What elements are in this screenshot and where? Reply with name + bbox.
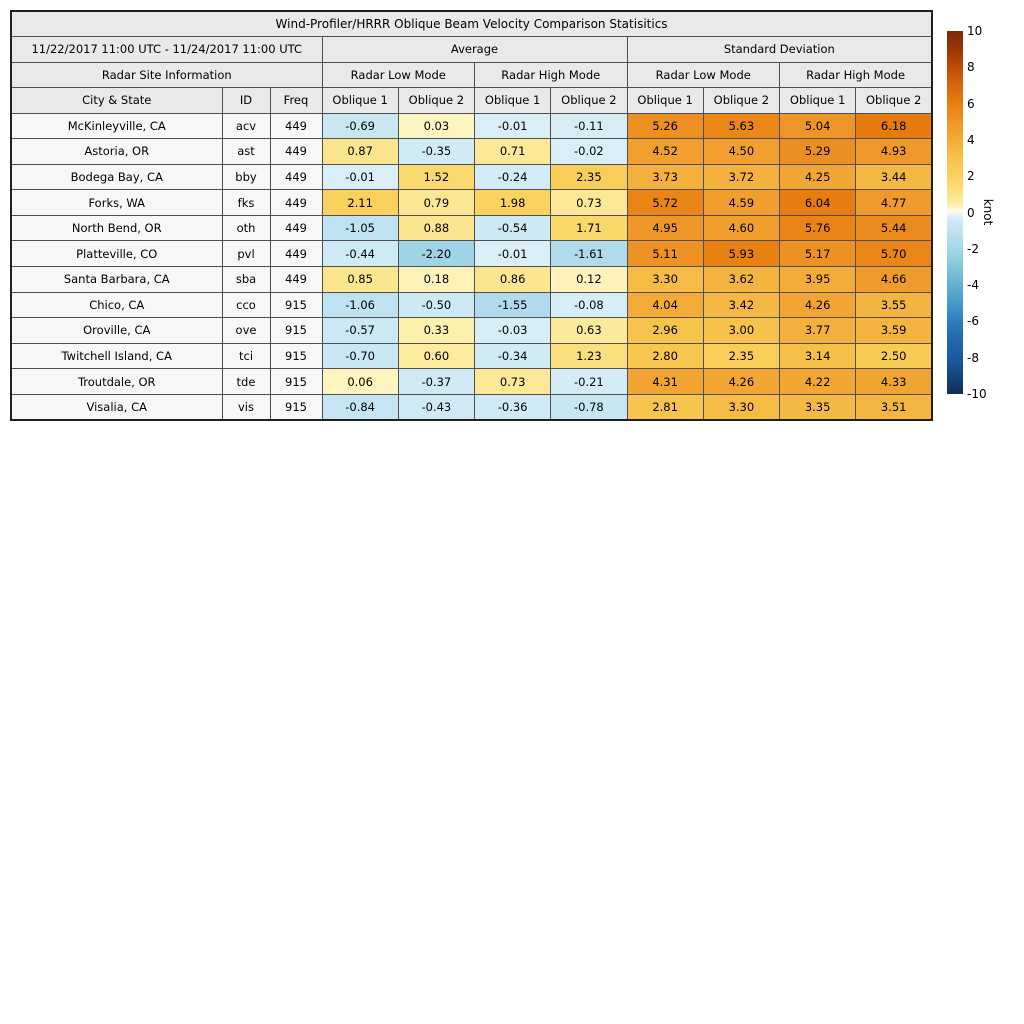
colorbar-tick-label: 8 bbox=[967, 60, 975, 75]
value-cell: 1.71 bbox=[551, 215, 627, 241]
value-cell: -1.61 bbox=[551, 241, 627, 267]
value-cell: 5.29 bbox=[780, 139, 856, 165]
value-cell: 2.81 bbox=[627, 394, 703, 420]
value-cell: 0.85 bbox=[322, 266, 398, 292]
colorbar-tick-label: 0 bbox=[967, 205, 975, 220]
id-cell: pvl bbox=[222, 241, 270, 267]
value-cell: -0.36 bbox=[475, 394, 551, 420]
value-cell: 1.98 bbox=[475, 190, 551, 216]
value-cell: -0.54 bbox=[475, 215, 551, 241]
column-header-7: Oblique 1 bbox=[627, 87, 703, 113]
value-cell: -0.01 bbox=[475, 113, 551, 139]
table-row bbox=[11, 241, 932, 267]
value-cell: 0.87 bbox=[322, 139, 398, 165]
freq-cell: 915 bbox=[270, 369, 322, 395]
id-cell: oth bbox=[222, 215, 270, 241]
freq-cell: 449 bbox=[270, 215, 322, 241]
table-row bbox=[11, 369, 932, 395]
value-cell: 2.96 bbox=[627, 318, 703, 344]
value-cell: -0.34 bbox=[475, 343, 551, 369]
id-cell: acv bbox=[222, 113, 270, 139]
freq-cell: 915 bbox=[270, 394, 322, 420]
title-row bbox=[11, 11, 932, 36]
value-cell: -0.08 bbox=[551, 292, 627, 318]
freq-cell: 449 bbox=[270, 241, 322, 267]
id-cell: bby bbox=[222, 164, 270, 190]
value-cell: 6.18 bbox=[856, 113, 932, 139]
group-header-row bbox=[11, 36, 932, 62]
value-cell: -0.02 bbox=[551, 139, 627, 165]
date-range: 11/22/2017 11:00 UTC - 11/24/2017 11:00 UTC bbox=[11, 36, 322, 62]
id-cell: vis bbox=[222, 394, 270, 420]
colorbar-tick-label: 6 bbox=[967, 96, 975, 111]
stats-table bbox=[10, 10, 933, 421]
freq-cell: 449 bbox=[270, 164, 322, 190]
city-cell: Oroville, CA bbox=[11, 318, 222, 344]
column-header-6: Oblique 2 bbox=[551, 87, 627, 113]
colorbar-tick-label: 10 bbox=[967, 24, 983, 38]
value-cell: 5.70 bbox=[856, 241, 932, 267]
value-cell: -0.50 bbox=[398, 292, 474, 318]
value-cell: 6.04 bbox=[780, 190, 856, 216]
group-header-stddev: Standard Deviation bbox=[627, 36, 932, 62]
table-row bbox=[11, 266, 932, 292]
column-header-4: Oblique 2 bbox=[398, 87, 474, 113]
value-cell: -0.11 bbox=[551, 113, 627, 139]
freq-cell: 449 bbox=[270, 190, 322, 216]
section-header-site-info: Radar Site Information bbox=[11, 62, 322, 87]
value-cell: 1.52 bbox=[398, 164, 474, 190]
id-cell: sba bbox=[222, 266, 270, 292]
value-cell: 3.55 bbox=[856, 292, 932, 318]
value-cell: 0.73 bbox=[551, 190, 627, 216]
section-header-low-mode-std: Radar Low Mode bbox=[627, 62, 780, 87]
colorbar-unit-label: knot bbox=[981, 198, 995, 226]
column-header-9: Oblique 1 bbox=[780, 87, 856, 113]
table-row bbox=[11, 318, 932, 344]
value-cell: -2.20 bbox=[398, 241, 474, 267]
table-row bbox=[11, 164, 932, 190]
value-cell: 3.72 bbox=[703, 164, 779, 190]
column-header-10: Oblique 2 bbox=[856, 87, 932, 113]
column-header-0: City & State bbox=[11, 87, 222, 113]
value-cell: 4.95 bbox=[627, 215, 703, 241]
colorbar-tick-label: 2 bbox=[967, 169, 975, 184]
colorbar-tick-label: -2 bbox=[967, 241, 979, 256]
value-cell: 5.26 bbox=[627, 113, 703, 139]
city-cell: Astoria, OR bbox=[11, 139, 222, 165]
column-header-2: Freq bbox=[270, 87, 322, 113]
value-cell: 5.63 bbox=[703, 113, 779, 139]
value-cell: 3.51 bbox=[856, 394, 932, 420]
city-cell: Platteville, CO bbox=[11, 241, 222, 267]
value-cell: 0.86 bbox=[475, 266, 551, 292]
value-cell: 1.23 bbox=[551, 343, 627, 369]
city-cell: Visalia, CA bbox=[11, 394, 222, 420]
value-cell: 4.26 bbox=[780, 292, 856, 318]
value-cell: 3.77 bbox=[780, 318, 856, 344]
value-cell: 4.25 bbox=[780, 164, 856, 190]
table-row bbox=[11, 343, 932, 369]
value-cell: 0.71 bbox=[475, 139, 551, 165]
section-header-low-mode-avg: Radar Low Mode bbox=[322, 62, 475, 87]
freq-cell: 449 bbox=[270, 266, 322, 292]
value-cell: 4.33 bbox=[856, 369, 932, 395]
value-cell: 4.50 bbox=[703, 139, 779, 165]
freq-cell: 449 bbox=[270, 139, 322, 165]
colorbar bbox=[947, 31, 963, 394]
column-header-1: ID bbox=[222, 87, 270, 113]
value-cell: 0.03 bbox=[398, 113, 474, 139]
colorbar-tick-label: -6 bbox=[967, 314, 979, 329]
value-cell: 4.60 bbox=[703, 215, 779, 241]
value-cell: 4.66 bbox=[856, 266, 932, 292]
value-cell: 3.30 bbox=[627, 266, 703, 292]
colorbar-tick-label: -8 bbox=[967, 350, 979, 365]
value-cell: 3.00 bbox=[703, 318, 779, 344]
table-title: Wind-Profiler/HRRR Oblique Beam Velocity Comparison Statisitics bbox=[11, 11, 932, 36]
value-cell: -0.57 bbox=[322, 318, 398, 344]
colorbar-tick-label: 4 bbox=[967, 132, 975, 147]
value-cell: 3.95 bbox=[780, 266, 856, 292]
value-cell: 0.88 bbox=[398, 215, 474, 241]
colorbar-tick-label: -10 bbox=[967, 387, 987, 401]
value-cell: 5.72 bbox=[627, 190, 703, 216]
value-cell: 3.14 bbox=[780, 343, 856, 369]
id-cell: tci bbox=[222, 343, 270, 369]
value-cell: -0.44 bbox=[322, 241, 398, 267]
value-cell: -0.01 bbox=[475, 241, 551, 267]
column-header-row bbox=[11, 87, 932, 113]
id-cell: fks bbox=[222, 190, 270, 216]
table-row bbox=[11, 215, 932, 241]
value-cell: -0.37 bbox=[398, 369, 474, 395]
value-cell: 4.77 bbox=[856, 190, 932, 216]
city-cell: Santa Barbara, CA bbox=[11, 266, 222, 292]
city-cell: North Bend, OR bbox=[11, 215, 222, 241]
column-header-5: Oblique 1 bbox=[475, 87, 551, 113]
value-cell: -0.70 bbox=[322, 343, 398, 369]
value-cell: 2.35 bbox=[551, 164, 627, 190]
colorbar-tick-label: -4 bbox=[967, 278, 979, 293]
freq-cell: 915 bbox=[270, 292, 322, 318]
value-cell: -1.55 bbox=[475, 292, 551, 318]
value-cell: 0.06 bbox=[322, 369, 398, 395]
value-cell: 5.11 bbox=[627, 241, 703, 267]
city-cell: McKinleyville, CA bbox=[11, 113, 222, 139]
value-cell: 5.93 bbox=[703, 241, 779, 267]
value-cell: -0.43 bbox=[398, 394, 474, 420]
value-cell: 4.59 bbox=[703, 190, 779, 216]
value-cell: 2.50 bbox=[856, 343, 932, 369]
value-cell: -0.21 bbox=[551, 369, 627, 395]
value-cell: 2.80 bbox=[627, 343, 703, 369]
city-cell: Troutdale, OR bbox=[11, 369, 222, 395]
section-header-row bbox=[11, 62, 932, 87]
value-cell: 0.73 bbox=[475, 369, 551, 395]
table-row bbox=[11, 292, 932, 318]
id-cell: tde bbox=[222, 369, 270, 395]
freq-cell: 915 bbox=[270, 343, 322, 369]
value-cell: 4.93 bbox=[856, 139, 932, 165]
value-cell: 2.35 bbox=[703, 343, 779, 369]
value-cell: 4.52 bbox=[627, 139, 703, 165]
city-cell: Chico, CA bbox=[11, 292, 222, 318]
value-cell: -0.84 bbox=[322, 394, 398, 420]
value-cell: 3.59 bbox=[856, 318, 932, 344]
value-cell: 3.35 bbox=[780, 394, 856, 420]
id-cell: ast bbox=[222, 139, 270, 165]
table-row bbox=[11, 139, 932, 165]
value-cell: 3.73 bbox=[627, 164, 703, 190]
value-cell: 4.26 bbox=[703, 369, 779, 395]
column-header-8: Oblique 2 bbox=[703, 87, 779, 113]
freq-cell: 915 bbox=[270, 318, 322, 344]
section-header-high-mode-std: Radar High Mode bbox=[780, 62, 933, 87]
value-cell: -1.06 bbox=[322, 292, 398, 318]
value-cell: 0.79 bbox=[398, 190, 474, 216]
value-cell: 2.11 bbox=[322, 190, 398, 216]
city-cell: Twitchell Island, CA bbox=[11, 343, 222, 369]
table-row bbox=[11, 394, 932, 420]
value-cell: 3.44 bbox=[856, 164, 932, 190]
value-cell: 0.60 bbox=[398, 343, 474, 369]
section-header-high-mode-avg: Radar High Mode bbox=[475, 62, 628, 87]
id-cell: cco bbox=[222, 292, 270, 318]
value-cell: -0.01 bbox=[322, 164, 398, 190]
value-cell: 0.12 bbox=[551, 266, 627, 292]
city-cell: Forks, WA bbox=[11, 190, 222, 216]
value-cell: 3.42 bbox=[703, 292, 779, 318]
value-cell: 4.31 bbox=[627, 369, 703, 395]
value-cell: 5.76 bbox=[780, 215, 856, 241]
value-cell: -0.24 bbox=[475, 164, 551, 190]
value-cell: 4.22 bbox=[780, 369, 856, 395]
group-header-average: Average bbox=[322, 36, 627, 62]
value-cell: -0.78 bbox=[551, 394, 627, 420]
table-row bbox=[11, 190, 932, 216]
value-cell: -0.69 bbox=[322, 113, 398, 139]
value-cell: -0.03 bbox=[475, 318, 551, 344]
value-cell: 3.62 bbox=[703, 266, 779, 292]
column-header-3: Oblique 1 bbox=[322, 87, 398, 113]
value-cell: 4.04 bbox=[627, 292, 703, 318]
value-cell: 5.04 bbox=[780, 113, 856, 139]
value-cell: 5.17 bbox=[780, 241, 856, 267]
id-cell: ove bbox=[222, 318, 270, 344]
value-cell: 5.44 bbox=[856, 215, 932, 241]
city-cell: Bodega Bay, CA bbox=[11, 164, 222, 190]
value-cell: -1.05 bbox=[322, 215, 398, 241]
freq-cell: 449 bbox=[270, 113, 322, 139]
value-cell: 3.30 bbox=[703, 394, 779, 420]
table-row bbox=[11, 113, 932, 139]
value-cell: 0.18 bbox=[398, 266, 474, 292]
value-cell: -0.35 bbox=[398, 139, 474, 165]
value-cell: 0.33 bbox=[398, 318, 474, 344]
value-cell: 0.63 bbox=[551, 318, 627, 344]
